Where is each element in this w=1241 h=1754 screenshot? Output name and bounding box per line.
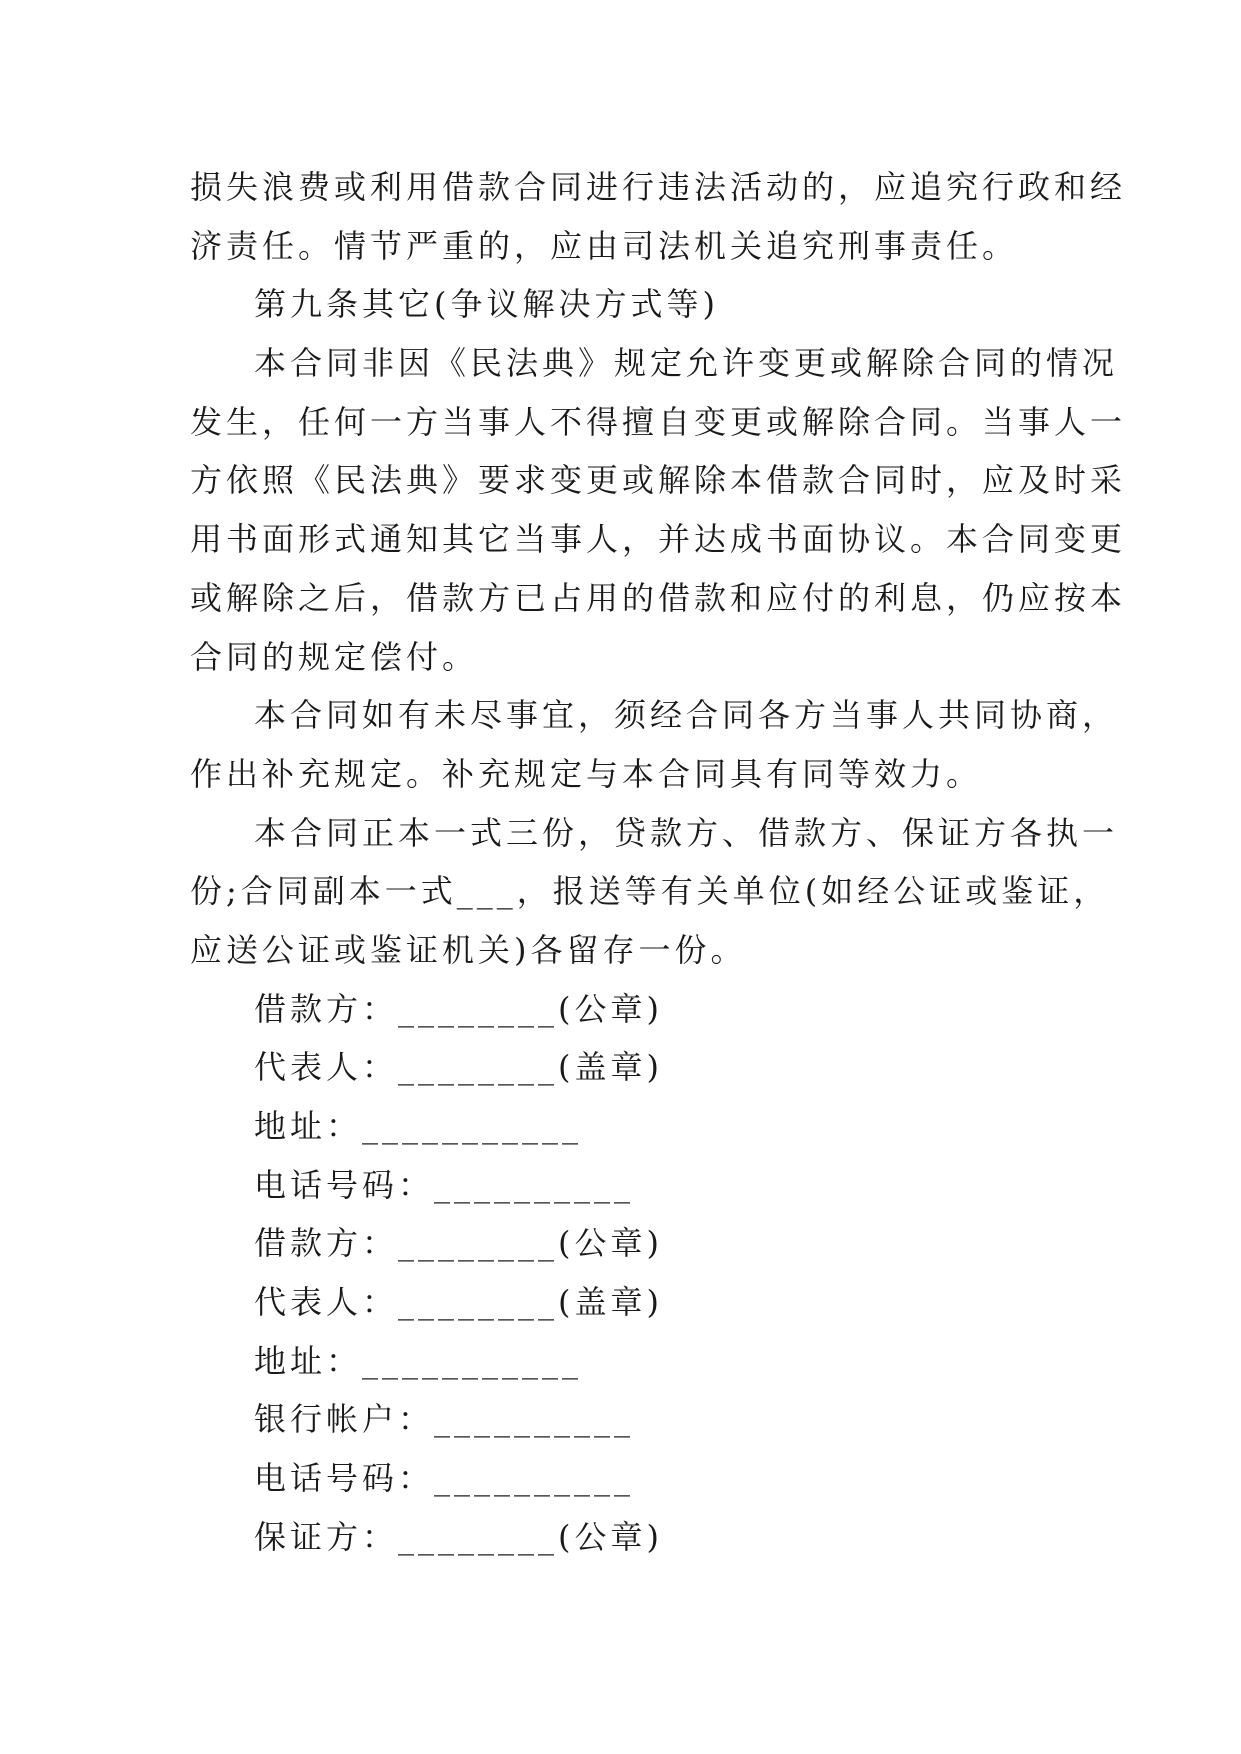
signature-field-address: 地址：___________ [254, 1341, 583, 1380]
paragraph-line: 应送公证或鉴证机关)各留存一份。 [190, 930, 747, 969]
paragraph-line: 损失浪费或利用借款合同进行违法活动的，应追究行政和经 [190, 168, 1127, 206]
paragraph-line: 济责任。情节严重的，应由司法机关追究刑事责任。 [190, 226, 1019, 265]
signature-field-guarantor: 保证方：________(公章) [254, 1517, 663, 1556]
signature-field-bank-account: 银行帐户：__________ [254, 1400, 635, 1439]
document-body [190, 158, 1127, 1567]
paragraph-line: 份;合同副本一式___，报送等有关单位(如经公证或鉴证， [190, 872, 1110, 911]
paragraph-line: 用书面形式通知其它当事人，并达成书面协议。本合同变更 [190, 520, 1127, 559]
signature-field-representative: 代表人：________(盖章) [254, 1283, 663, 1322]
article-heading: 第九条其它(争议解决方式等) [254, 285, 719, 324]
paragraph-line: 本合同如有未尽事宜，须经合同各方当事人共同协商， [254, 696, 1119, 735]
paragraph-line: 本合同正本一式三份，贷款方、借款方、保证方各执一 [254, 813, 1119, 852]
paragraph-line: 合同的规定偿付。 [190, 637, 479, 676]
paragraph-line: 作出补充规定。补充规定与本合同具有同等效力。 [190, 754, 983, 793]
paragraph-line: 或解除之后，借款方已占用的借款和应付的利息，仍应按本 [190, 578, 1127, 617]
signature-field-phone: 电话号码：__________ [254, 1165, 635, 1204]
signature-field-borrower: 借款方：________(公章) [254, 989, 663, 1028]
signature-field-borrower: 借款方：________(公章) [254, 1224, 663, 1263]
paragraph-line: 本合同非因《民法典》规定允许变更或解除合同的情况 [254, 344, 1119, 383]
paragraph-line: 发生，任何一方当事人不得擅自变更或解除合同。当事人一 [190, 402, 1127, 441]
paragraph-line: 方依照《民法典》要求变更或解除本借款合同时，应及时采 [190, 461, 1127, 500]
signature-field-address: 地址：___________ [254, 1107, 583, 1145]
signature-field-phone: 电话号码：__________ [254, 1459, 635, 1498]
signature-field-representative: 代表人：________(盖章) [254, 1048, 663, 1087]
